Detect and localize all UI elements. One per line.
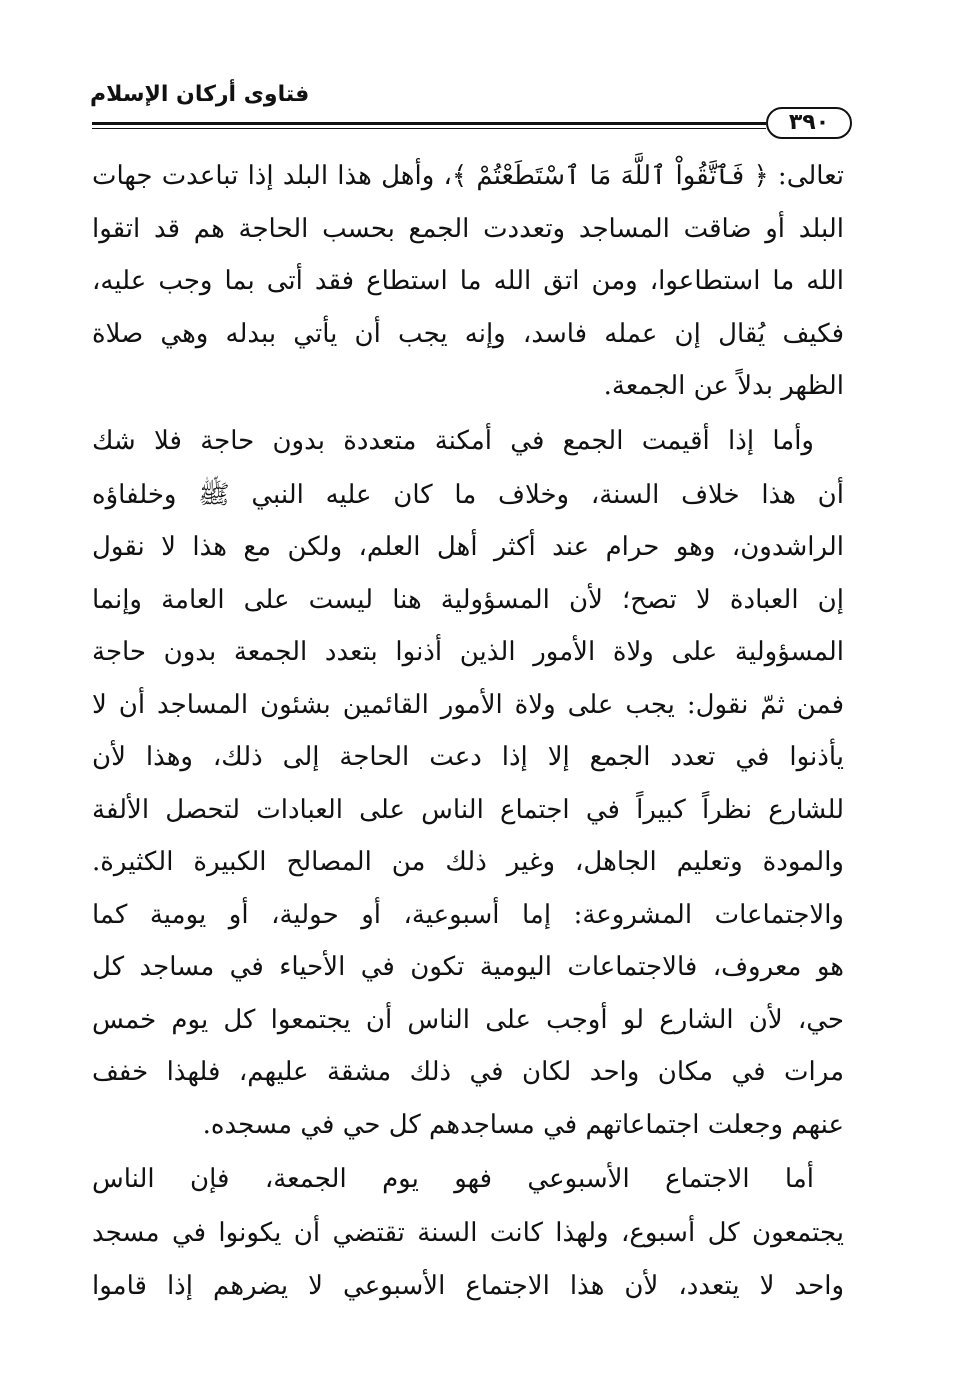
header-rule — [92, 122, 766, 125]
text-line: مرات في مكان واحد لكان في ذلك مشقة عليهم، فلهذا خفف — [92, 1057, 844, 1087]
text-line: الظهر بدلاً عن الجمعة. — [603, 371, 844, 401]
text-line: يأذنوا في تعدد الجمع إلا إذا دعت الحاجة إلى ذلك، وهذا لأن — [92, 742, 844, 772]
body-text — [92, 150, 844, 1312]
text-line: أما الاجتماع الأسبوعي فهو يوم الجمعة، فإن الناس — [92, 1164, 814, 1194]
text-line: واحد لا يتعدد، لأن هذا الاجتماع الأسبوعي لا يضرهم إذا قاموا — [92, 1270, 844, 1301]
header-rule-thin — [92, 128, 766, 129]
text-line: هو معروف، فالاجتماعات اليومية تكون في الأحياء في مساجد كل — [92, 952, 844, 982]
text-line: للشارع نظراً كبيراً في اجتماع الناس على العبادات لتحصل الألفة — [92, 794, 844, 825]
text-line: إن العبادة لا تصح؛ لأن المسؤولية هنا ليست على العامة وإنما — [92, 584, 844, 615]
text-line: المسؤولية على ولاة الأمور الذين أذنوا بتعدد الجمعة بدون حاجة — [92, 637, 844, 667]
running-header-title: فتاوى أركان الإسلام — [90, 82, 310, 107]
text-line: أن هذا خلاف السنة، وخلاف ما كان عليه النبي ﷺ وخلفاؤه — [92, 479, 844, 510]
page-number: ٣٩٠ — [766, 107, 852, 139]
text-line: وأما إذا أقيمت الجمع في أمكنة متعددة بدون حاجة فلا شك — [92, 425, 814, 456]
text-line: والاجتماعات المشروعة: إما أسبوعية، أو حولية، أو يومية كما — [92, 899, 844, 930]
text-line: فكيف يُقال إن عمله فاسد، وإنه يجب أن يأتي ببدله وهي صلاة — [92, 318, 844, 349]
text-line: والمودة وتعليم الجاهل، وغير ذلك من المصالح الكبيرة الكثيرة. — [92, 847, 844, 877]
text-line: عنهم وجعلت اجتماعاتهم في مساجدهم كل حي في مسجده. — [202, 1109, 844, 1140]
text-line: حي، لأن الشارع لو أوجب على الناس أن يجتمعوا كل يوم خمس — [92, 1004, 844, 1035]
text-line: تعالى: ﴿ فَٱتَّقُواْ ٱللَّهَ مَا ٱسْتَطَعْتُمْ ﴾، وأهل هذا البلد إذا تباعدت جهات — [92, 161, 844, 191]
text-line: الله ما استطاعوا، ومن اتق الله ما استطاع فقد أتى بما وجب عليه، — [92, 266, 844, 296]
text-line: البلد أو ضاقت المساجد وتعددت الجمع بحسب الحاجة هم قد اتقوا — [92, 213, 844, 244]
text-line: يجتمعون كل أسبوع، ولهذا كانت السنة تقتضي أن يكونوا في مسجد — [92, 1218, 844, 1248]
text-line: الراشدون، وهو حرام عند أكثر أهل العلم، ولكن مع هذا لا نقول — [92, 532, 844, 562]
text-line: فمن ثمّ نقول: يجب على ولاة الأمور القائمين بشئون المساجد أن لا — [92, 689, 844, 720]
